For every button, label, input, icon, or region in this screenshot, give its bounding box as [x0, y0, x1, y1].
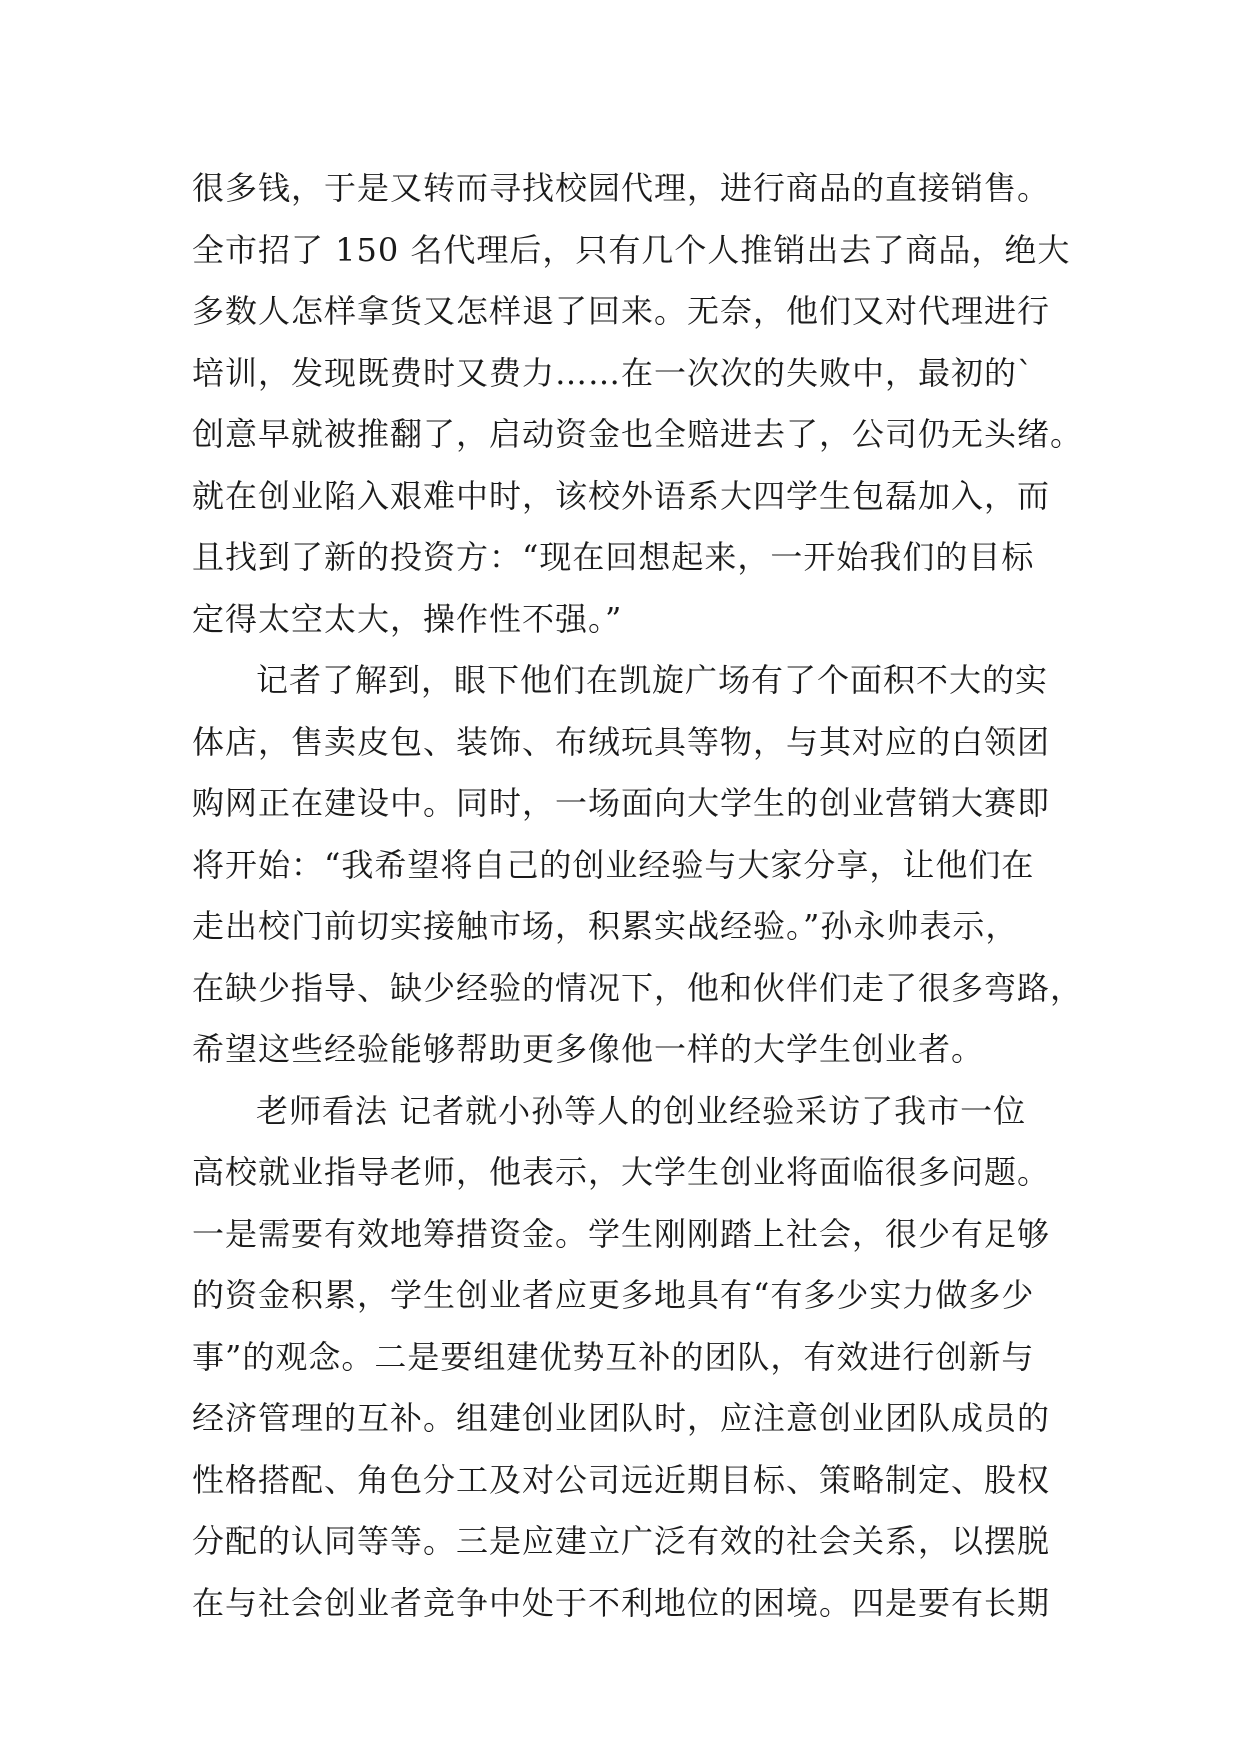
text-line: 定得太空太大，操作性不强。”: [192, 599, 623, 638]
text-line: 全市招了 150 名代理后，只有几个人推销出去了商品，绝大: [192, 230, 1071, 269]
text-line: 且找到了新的投资方：“现在回想起来，一开始我们的目标: [192, 538, 1035, 576]
text-line: 走出校门前切实接触市场，积累实战经验。”孙永帅表示，: [192, 907, 1019, 945]
text-line: 就在创业陷入艰难中时，该校外语系大四学生包磊加入，而: [192, 476, 1051, 515]
text-line: 培训，发现既费时又费力……在一次次的失败中，最初的`: [192, 353, 1035, 392]
paragraph-start-line: 老师看法 记者就小孙等人的创业经验采访了我市一位: [256, 1091, 1027, 1130]
text-line: 多数人怎样拿货又怎样退了回来。无奈，他们又对代理进行: [192, 292, 1051, 330]
text-line: 很多钱，于是又转而寻找校园代理，进行商品的直接销售。: [192, 169, 1051, 207]
text-line: 购网正在建设中。同时，一场面向大学生的创业营销大赛即: [192, 784, 1051, 822]
text-line: 希望这些经验能够帮助更多像他一样的大学生创业者。: [192, 1030, 985, 1068]
text-line: 高校就业指导老师，他表示，大学生创业将面临很多问题。: [192, 1153, 1051, 1191]
text-line: 体店，售卖皮包、装饰、布绒玩具等物，与其对应的白领团: [192, 722, 1051, 761]
text-line: 性格搭配、角色分工及对公司远近期目标、策略制定、股权: [192, 1460, 1051, 1499]
paragraph-start-line: 记者了解到，眼下他们在凯旋广场有了个面积不大的实: [256, 661, 1049, 699]
text-line: 在缺少指导、缺少经验的情况下，他和伙伴们走了很多弯路，: [192, 968, 1084, 1007]
text-line: 创意早就被推翻了，启动资金也全赔进去了，公司仍无头绪。: [192, 415, 1084, 453]
text-line: 的资金积累，学生创业者应更多地具有“有多少实力做多少: [192, 1276, 1035, 1314]
text-line: 经济管理的互补。组建创业团队时，应注意创业团队成员的: [192, 1399, 1051, 1437]
text-line: 一是需要有效地筹措资金。学生刚刚踏上社会，很少有足够: [192, 1214, 1051, 1253]
text-line: 分配的认同等等。三是应建立广泛有效的社会关系，以摆脱: [192, 1522, 1051, 1560]
text-line: 在与社会创业者竞争中处于不利地位的困境。四是要有长期: [192, 1583, 1051, 1622]
text-line: 事”的观念。二是要组建优势互补的团队，有效进行创新与: [192, 1337, 1035, 1376]
text-line: 将开始：“我希望将自己的创业经验与大家分享，让他们在: [192, 845, 1035, 884]
article-body: [192, 158, 1084, 1634]
